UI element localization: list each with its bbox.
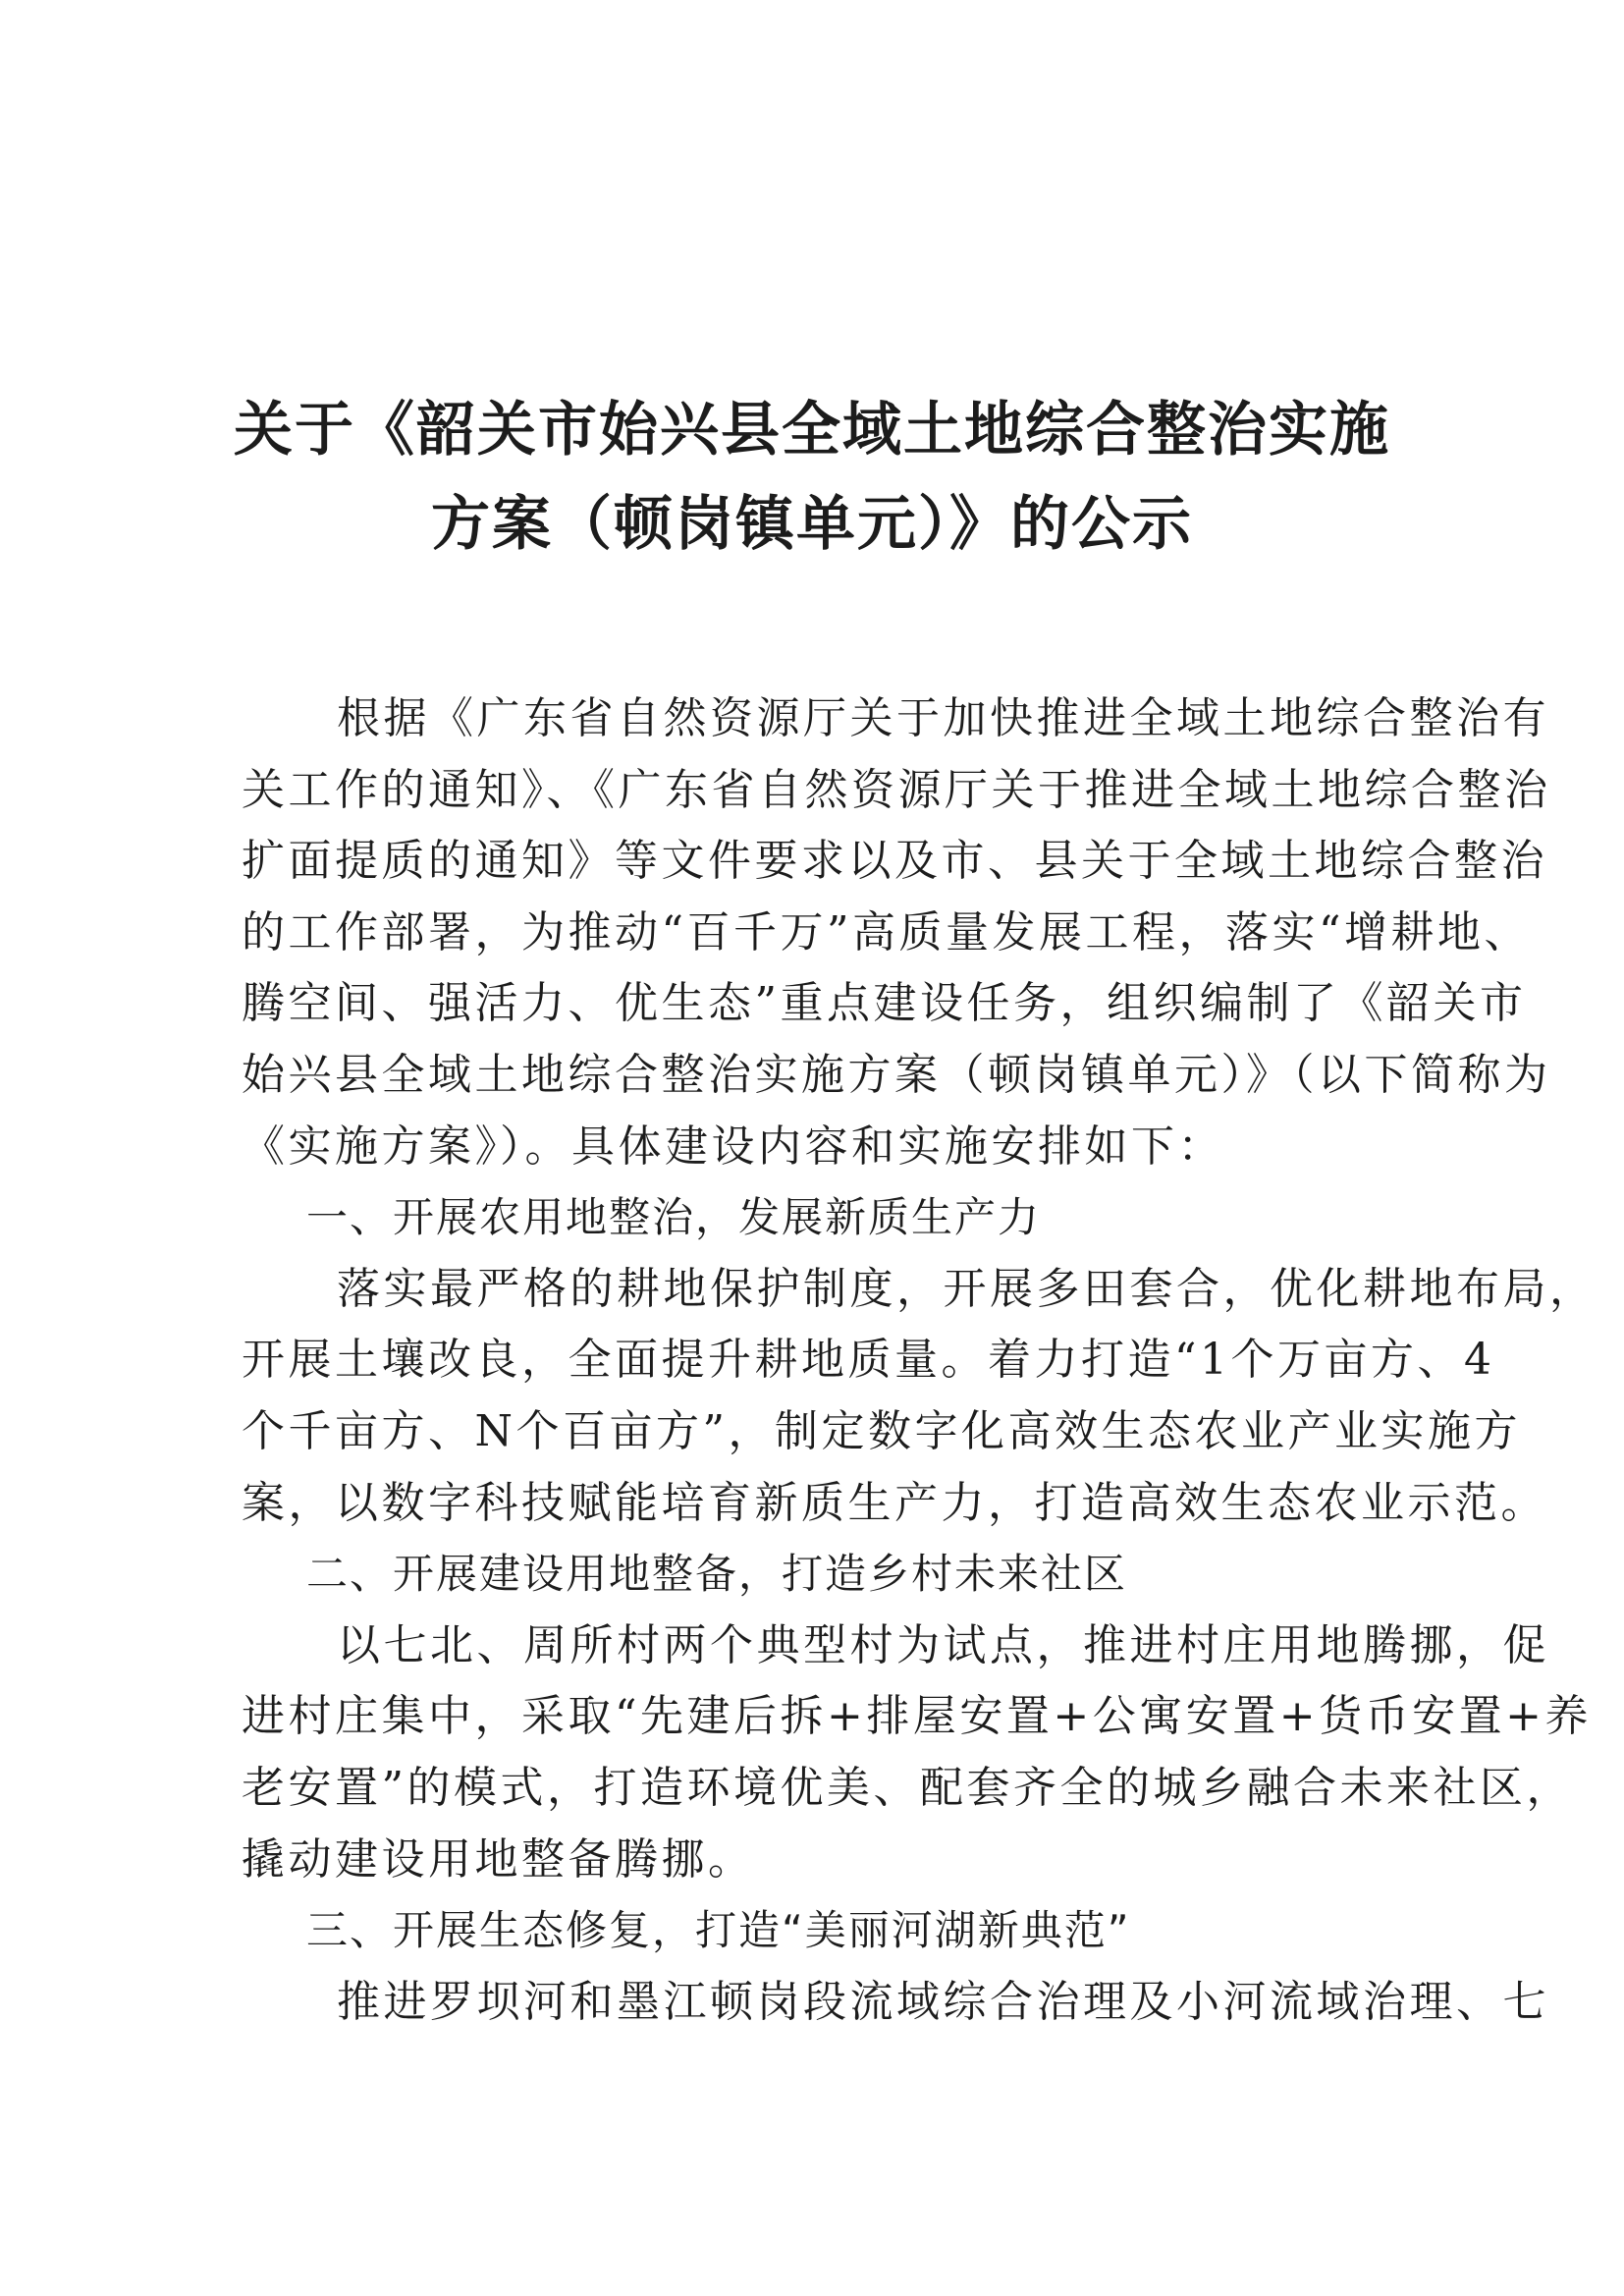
section-2-line: 进村庄集中，采取“先建后拆+排屋安置+公寓安置+货币安置+养 bbox=[242, 1691, 1592, 1742]
intro-line: 扩面提质的通知》等文件要求以及市、县关于全域土地综合整治 bbox=[242, 836, 1547, 887]
section-2-line: 撬动建设用地整备腾挪。 bbox=[242, 1833, 755, 1885]
document-title-line-1: 关于《韶关市始兴县全域土地综合整治实施 bbox=[234, 396, 1390, 465]
document-body bbox=[242, 683, 1597, 2038]
section-2-paragraph bbox=[242, 1611, 1592, 1895]
section-1-paragraph bbox=[242, 1254, 1597, 1539]
intro-line: 《实施方案》）。具体建设内容和实施安排如下： bbox=[242, 1121, 1224, 1172]
section-2-heading: 二、开展建设用地整备，打造乡村未来社区 bbox=[306, 1550, 1128, 1599]
intro-line: 根据《广东省自然资源厅关于加快推进全域土地综合整治有 bbox=[337, 693, 1549, 743]
section-1-line: 落实最严格的耕地保护制度，开展多田套合，优化耕地布局， bbox=[337, 1263, 1597, 1314]
section-1-heading: 一、开展农用地整治，发展新质生产力 bbox=[306, 1193, 1042, 1242]
section-1-line: 开展土壤改良，全面提升耕地质量。着力打造“1个万亩方、4 bbox=[242, 1335, 1495, 1386]
section-3-heading: 三、开展生态修复，打造“美丽河湖新典范” bbox=[306, 1906, 1131, 1955]
intro-paragraph bbox=[242, 683, 1551, 1182]
section-1-line: 案，以数字科技赋能培育新质生产力，打造高效生态农业示范。 bbox=[242, 1477, 1547, 1528]
intro-line: 的工作部署，为推动“百千万”高质量发展工程，落实“增耕地、 bbox=[242, 906, 1531, 957]
document-title-line-2: 方案（顿岗镇单元）》的公示 bbox=[431, 490, 1193, 559]
intro-line: 关工作的通知》、《广东省自然资源厅关于推进全域土地综合整治 bbox=[242, 764, 1551, 815]
intro-line: 腾空间、强活力、优生态”重点建设任务，组织编制了《韶关市 bbox=[242, 978, 1527, 1029]
section-2-line: 老安置”的模式，打造环境优美、配套齐全的城乡融合未来社区， bbox=[242, 1762, 1573, 1813]
section-3-paragraph bbox=[242, 1967, 1549, 2039]
section-1-line: 个千亩方、N个百亩方”，制定数字化高效生态农业产业实施方 bbox=[242, 1405, 1521, 1456]
intro-line: 始兴县全域土地综合整治实施方案（顿岗镇单元）》（以下简称为 bbox=[242, 1049, 1551, 1100]
section-3-line: 推进罗坝河和墨江顿岗段流域综合治理及小河流域治理、七 bbox=[337, 1976, 1549, 2027]
section-2-line: 以七北、周所村两个典型村为试点，推进村庄用地腾挪，促 bbox=[337, 1619, 1549, 1670]
